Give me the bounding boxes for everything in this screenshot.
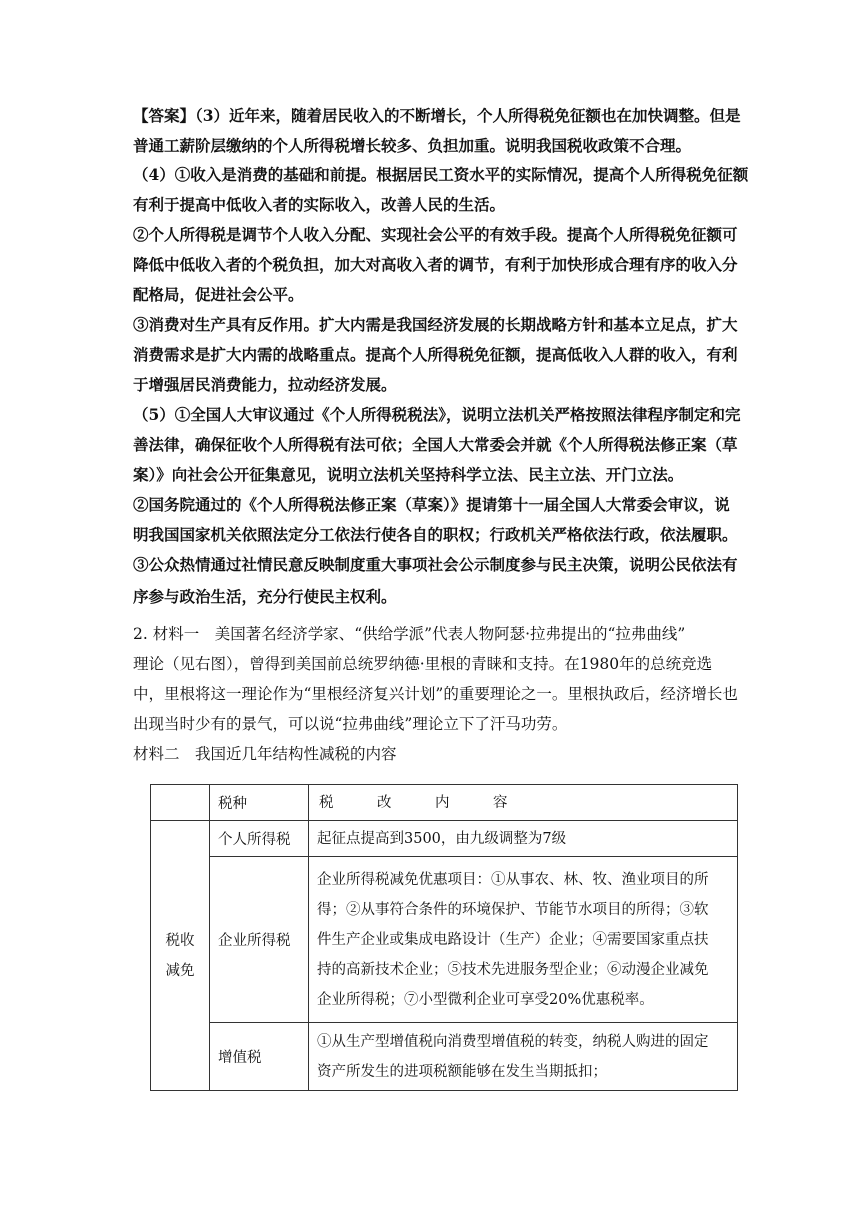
tax-content-cell: 起征点提高到3500，由九级调整为7级 (309, 821, 738, 857)
material-1-line: 理论（见右图），曾得到美国前总统罗纳德·里根的青睐和支持。在1980年的总统竞选 (133, 655, 713, 673)
question-2 (133, 619, 738, 769)
material-2-title: 材料二 我国近几年结构性减税的内容 (133, 745, 397, 763)
answer-line: 配格局，促进社会公平。 (133, 285, 304, 304)
answer-line: 消费需求是扩大内需的战略重点。提高个人所得税免征额，提高低收入人群的收入，有利 (133, 345, 738, 364)
answer-line: ③公众热情通过社情民意反映制度重大事项社会公示制度参与民主决策，说明公民依法有 (133, 555, 738, 574)
material-1-line: 中，里根将这一理论作为“里根经济复兴计划”的重要理论之一。里根执政后，经济增长也 (133, 685, 738, 703)
table-header-cell: 税 改 内 容 (309, 785, 738, 821)
answer-line: 序参与政治生活，充分行使民主权利。 (133, 587, 397, 606)
answer-line: ②个人所得税是调节个人收入分配、实现社会公平的有效手段。提高个人所得税免征额可 (133, 225, 738, 244)
answer-line: 于增强居民消费能力，拉动经济发展。 (133, 375, 397, 394)
table-header-cell (151, 785, 210, 821)
answer-line: 降低中低收入者的个税负担，加大对高收入者的调节，有利于加快形成合理有序的收入分 (133, 255, 738, 274)
answer-section (133, 101, 741, 161)
table-header-row (151, 785, 738, 821)
table-row (151, 857, 738, 1023)
answer-line: 明我国国家机关依照法定分工依法行使各自的职权；行政机关严格依法行政，依法履职。 (133, 525, 738, 544)
category-text: 税收 (165, 932, 195, 949)
answer-line: 【答案】（3）近年来，随着居民收入的不断增长，个人所得税免征额也在加快调整。但是 (133, 106, 741, 125)
material-1-line: 出现当时少有的景气，可以说“拉弗曲线”理论立下了汗马功劳。 (133, 715, 568, 733)
answer-line: 普通工薪阶层缴纳的个人所得税增长较多、负担加重。说明我国税收政策不合理。 (133, 136, 692, 155)
tax-reduction-table (150, 784, 738, 1091)
tax-content-cell: ①从生产型增值税向消费型增值税的转变，纳税人购进的固定 资产所发生的进项税额能够在发生当期抵扣； (309, 1023, 738, 1091)
answer-line: ②国务院通过的《个人所得税法修正案（草案）》提请第十一届全国人大常委会审议，说 (133, 495, 730, 514)
answer-line: （5）①全国人大审议通过《个人所得税税法》，说明立法机关严格按照法律程序制定和完 (133, 405, 741, 424)
answer-line: 善法律，确保征收个人所得税有法可依；全国人大常委会并就《个人所得税法修正案（草 (133, 435, 738, 454)
tax-kind-cell: 企业所得税 (210, 857, 309, 1023)
tax-kind-cell: 增值税 (210, 1023, 309, 1091)
tax-content-cell: 企业所得税减免优惠项目：①从事农、林、牧、渔业项目的所 得；②从事符合条件的环境保护、节能节水项目的所得；③软 件生产企业或集成电路设计（生产）企业；④需要国家重点扶 持的高新技术企业；⑤技术先进服务型企业；⑥动漫企业减免 企业所得税；⑦小型微利企业可享受20%优惠税率。 (309, 857, 738, 1023)
answer-line: （4）①收入是消费的基础和前提。根据居民工资水平的实际情况，提高个人所得税免征额 (133, 165, 749, 184)
category-text: 减免 (165, 962, 195, 979)
material-1-line: 2. 材料一 美国著名经济学家、“供给学派”代表人物阿瑟·拉弗提出的“拉弗曲线” (133, 625, 686, 643)
table-row (151, 821, 738, 857)
answer-part4 (133, 160, 749, 550)
answer-line: 案）》向社会公开征集意见，说明立法机关坚持科学立法、民主立法、开门立法。 (133, 465, 684, 484)
answer-line: 有利于提高中低收入者的实际收入，改善人民的生活。 (133, 195, 506, 214)
table-header-cell: 税种 (210, 785, 309, 821)
answer-part5-end (133, 549, 738, 613)
answer-label: 【答案】 (133, 106, 196, 125)
answer-line: ③消费对生产具有反作用。扩大内需是我国经济发展的长期战略方针和基本立足点，扩大 (133, 315, 738, 334)
category-cell (151, 821, 210, 1091)
tax-kind-cell: 个人所得税 (210, 821, 309, 857)
table-row (151, 1023, 738, 1091)
